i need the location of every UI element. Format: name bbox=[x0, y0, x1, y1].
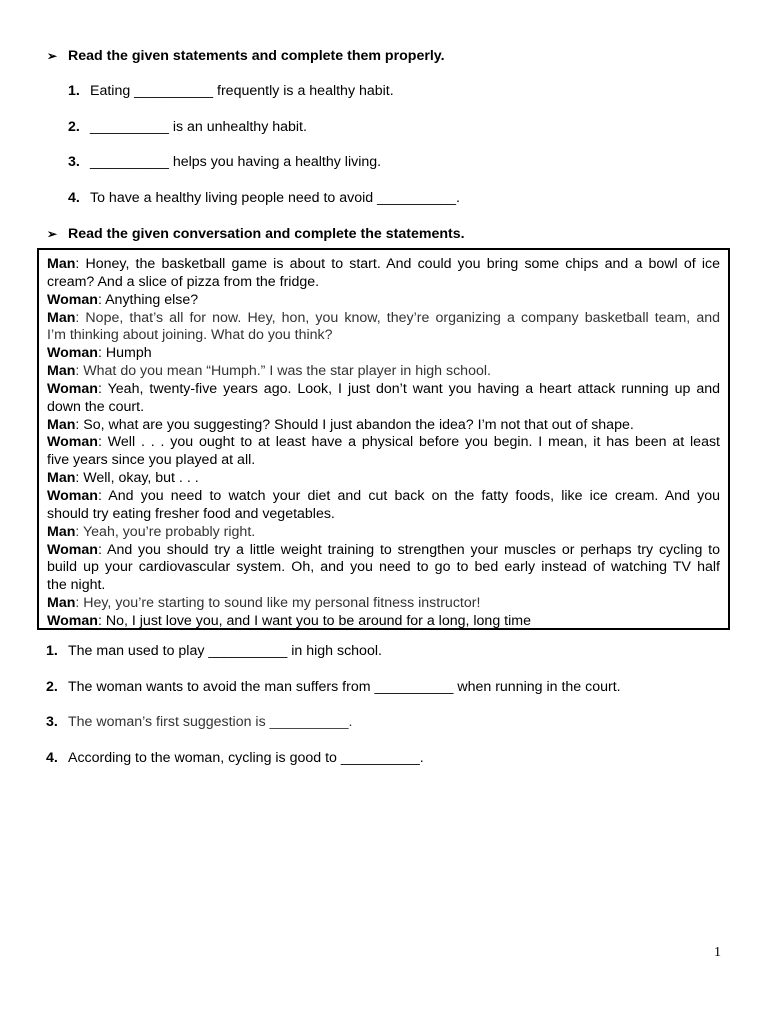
question-text: To have a healthy living people need to avoid __________. bbox=[90, 190, 460, 206]
dialog-line bbox=[47, 292, 720, 310]
question-number: 2. bbox=[68, 119, 80, 135]
question-number: 3. bbox=[68, 154, 80, 170]
dialog-text: I’m thinking about joining. What do you think? bbox=[47, 327, 333, 344]
speaker-label: Man bbox=[47, 363, 76, 380]
dialog-text: : Anything else? bbox=[97, 291, 199, 308]
dialog-text: : Hey, you’re starting to sound like my personal fitness instructor! bbox=[75, 595, 481, 612]
dialog-text: : Humph bbox=[97, 345, 152, 362]
question-item bbox=[46, 678, 621, 696]
speaker-label: Woman bbox=[47, 380, 98, 397]
dialog-text: build up your cardiovascular system. Oh, and you need to go to bed early instead of watching TV half bbox=[47, 559, 720, 576]
dialog-line bbox=[47, 345, 720, 363]
dialog-text: : And you need to watch your diet and cut back on the fatty foods, like ice cream. And you bbox=[97, 487, 720, 504]
dialog-line bbox=[47, 417, 720, 435]
dialog-text: down the court. bbox=[47, 398, 145, 415]
dialog-line bbox=[47, 542, 720, 560]
dialog-text: : No, I just love you, and I want you to be around for a long, long time bbox=[97, 612, 531, 629]
dialog-line bbox=[47, 434, 720, 452]
speaker-label: Man bbox=[47, 309, 76, 326]
dialog-line bbox=[47, 470, 720, 488]
dialog-text: : Yeah, you’re probably right. bbox=[75, 523, 256, 540]
question-text: The woman wants to avoid the man suffers from __________ when running in the court. bbox=[68, 679, 621, 695]
dialog-line bbox=[47, 506, 720, 524]
section2-heading bbox=[47, 225, 465, 243]
question-item bbox=[68, 82, 394, 100]
question-text: __________ helps you having a healthy living. bbox=[90, 154, 382, 170]
question-number: 4. bbox=[68, 190, 80, 206]
dialog-line bbox=[47, 559, 720, 577]
dialog-text: the night. bbox=[47, 577, 106, 594]
dialog-line bbox=[47, 399, 720, 417]
question-number: 1. bbox=[68, 83, 80, 99]
dialog-line bbox=[47, 363, 720, 381]
question-number: 1. bbox=[46, 643, 58, 659]
question-item bbox=[68, 118, 307, 136]
dialog-text: five years since you played at all. bbox=[47, 452, 256, 469]
question-text: According to the woman, cycling is good to __________. bbox=[68, 750, 424, 766]
dialog-line bbox=[47, 381, 720, 399]
question-item bbox=[68, 153, 381, 171]
question-text: Eating __________ frequently is a healthy habit. bbox=[90, 83, 394, 99]
question-item bbox=[46, 749, 424, 767]
dialog-line bbox=[47, 595, 720, 613]
dialog-text: : Honey, the basketball game is about to start. And could you bring some chips and a bowl of ice bbox=[75, 256, 720, 272]
arrow-bullet-icon: ➢ bbox=[47, 49, 58, 63]
speaker-label: Man bbox=[47, 416, 76, 433]
section1-heading bbox=[47, 47, 445, 65]
speaker-label: Man bbox=[47, 256, 76, 272]
arrow-bullet-icon: ➢ bbox=[47, 227, 58, 241]
speaker-label: Woman bbox=[47, 612, 98, 629]
speaker-label: Woman bbox=[47, 345, 98, 362]
dialog-line bbox=[47, 452, 720, 470]
question-number: 2. bbox=[46, 679, 58, 695]
question-text: The woman’s first suggestion is __________. bbox=[68, 714, 353, 730]
dialog-text: should try eating fresher food and vegetables. bbox=[47, 505, 335, 522]
dialog-line bbox=[47, 524, 720, 542]
speaker-label: Woman bbox=[47, 541, 98, 558]
question-item bbox=[46, 713, 352, 731]
speaker-label: Man bbox=[47, 595, 76, 612]
dialog-line bbox=[47, 310, 720, 328]
dialog-text: : Yeah, twenty-five years ago. Look, I just don’t want you having a heart attack running up and bbox=[97, 380, 720, 397]
dialog-text: : And you should try a little weight training to strengthen your muscles or perhaps try cycling to bbox=[97, 541, 720, 558]
dialog-line bbox=[47, 577, 720, 595]
dialog-text: cream? And a slice of pizza from the fridge. bbox=[47, 273, 320, 290]
question-text: The man used to play __________ in high school. bbox=[68, 643, 382, 659]
question-number: 4. bbox=[46, 750, 58, 766]
dialog-text: : So, what are you suggesting? Should I just abandon the idea? I’m not that out of shape. bbox=[75, 416, 634, 433]
question-item bbox=[46, 642, 382, 660]
dialog-text: : Nope, that’s all for now. Hey, hon, you know, they’re organizing a company basketball team, and bbox=[75, 309, 720, 326]
section2-heading-text: Read the given conversation and complete the statements. bbox=[68, 226, 465, 242]
speaker-label: Man bbox=[47, 470, 76, 487]
dialog-text: : What do you mean “Humph.” I was the star player in high school. bbox=[75, 363, 491, 380]
page-number: 1 bbox=[714, 945, 721, 960]
question-number: 3. bbox=[46, 714, 58, 730]
speaker-label: Man bbox=[47, 523, 76, 540]
dialog-line bbox=[47, 274, 720, 292]
speaker-label: Woman bbox=[47, 487, 98, 504]
section1-heading-text: Read the given statements and complete them properly. bbox=[68, 48, 445, 64]
dialog-line bbox=[47, 488, 720, 506]
dialog-text: : Well . . . you ought to at least have a physical before you begin. I mean, it has been at least bbox=[97, 434, 720, 451]
dialog-line bbox=[47, 256, 720, 274]
question-item bbox=[68, 189, 460, 207]
speaker-label: Woman bbox=[47, 434, 98, 451]
question-text: __________ is an unhealthy habit. bbox=[90, 119, 307, 135]
dialog-line bbox=[47, 327, 720, 345]
dialog-line bbox=[47, 613, 720, 631]
dialog-text: : Well, okay, but . . . bbox=[75, 470, 199, 487]
speaker-label: Woman bbox=[47, 291, 98, 308]
conversation-box bbox=[37, 248, 730, 630]
